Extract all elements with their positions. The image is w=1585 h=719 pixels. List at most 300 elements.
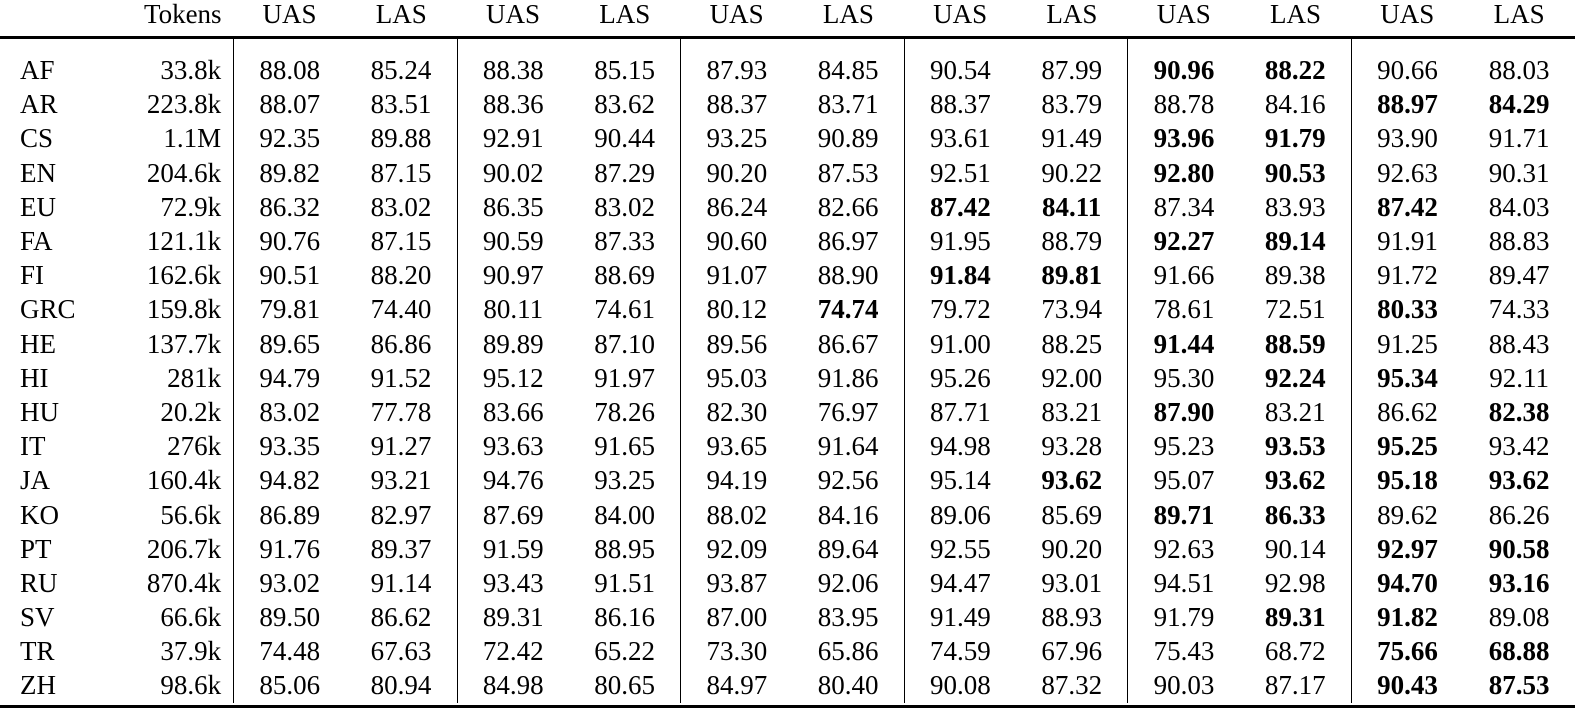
- language-cell: HU: [20, 396, 59, 427]
- table-header: [0, 0, 1575, 38]
- las-cell: 92.56: [817, 465, 879, 496]
- uas-cell: 90.96: [1128, 38, 1240, 88]
- tokens-cell: 98.6k: [160, 670, 222, 701]
- las-cell: 87.29: [594, 157, 655, 188]
- uas-cell: 88.08: [234, 38, 346, 88]
- table-row: [0, 258, 1575, 292]
- tokens-cell: 72.9k: [160, 191, 222, 222]
- uas-cell: 88.97: [1351, 87, 1463, 121]
- tokens-cell: 159.8k: [146, 294, 222, 325]
- uas-cell: 91.82: [1351, 600, 1463, 634]
- las-cell: 88.69: [594, 260, 655, 291]
- las-cell: 88.59: [1264, 328, 1326, 359]
- las-cell: 93.53: [1264, 431, 1326, 462]
- uas-cell: 80.12: [681, 292, 793, 326]
- uas-cell: 91.66: [1128, 258, 1240, 292]
- las-cell: 88.79: [1041, 226, 1103, 257]
- las-cell: 91.65: [594, 431, 655, 462]
- tokens-cell: 33.8k: [160, 55, 222, 86]
- las-cell: 89.64: [817, 533, 879, 564]
- uas-cell: 89.62: [1351, 497, 1463, 531]
- las-cell: 91.79: [1264, 123, 1326, 154]
- uas-cell: 91.00: [904, 327, 1016, 361]
- las-cell: 84.29: [1488, 89, 1550, 120]
- uas-cell: 91.84: [904, 258, 1016, 292]
- uas-cell: 90.54: [904, 38, 1016, 88]
- table-row: [0, 190, 1575, 224]
- uas-cell: 94.98: [904, 429, 1016, 463]
- uas-cell: 79.72: [904, 292, 1016, 326]
- las-cell: 88.20: [370, 260, 432, 291]
- las-cell: 87.53: [1488, 670, 1550, 701]
- header-metric: UAS: [262, 0, 317, 29]
- las-cell: 84.16: [1264, 89, 1326, 120]
- uas-cell: 86.89: [234, 497, 346, 531]
- las-cell: 65.86: [817, 636, 879, 667]
- las-cell: 88.25: [1041, 328, 1103, 359]
- table-row: [0, 566, 1575, 600]
- uas-cell: 89.82: [234, 156, 346, 190]
- uas-cell: 91.91: [1351, 224, 1463, 258]
- uas-cell: 91.25: [1351, 327, 1463, 361]
- uas-cell: 87.90: [1128, 395, 1240, 429]
- uas-cell: 92.51: [904, 156, 1016, 190]
- language-cell: TR: [20, 636, 55, 667]
- language-cell: AR: [20, 89, 58, 120]
- uas-cell: 94.47: [904, 566, 1016, 600]
- las-cell: 82.97: [370, 499, 432, 530]
- las-cell: 92.00: [1041, 362, 1103, 393]
- language-cell: EU: [20, 191, 56, 222]
- las-cell: 84.11: [1042, 191, 1102, 222]
- header-metric: LAS: [375, 0, 427, 29]
- las-cell: 83.21: [1264, 396, 1326, 427]
- las-cell: 74.61: [594, 294, 655, 325]
- las-cell: 87.53: [817, 157, 879, 188]
- las-cell: 92.98: [1264, 567, 1326, 598]
- las-cell: 91.51: [594, 567, 655, 598]
- header-metric: LAS: [822, 0, 874, 29]
- uas-cell: 89.50: [234, 600, 346, 634]
- language-cell: SV: [20, 602, 55, 633]
- uas-cell: 93.87: [681, 566, 793, 600]
- uas-cell: 95.03: [681, 361, 793, 395]
- header-tokens: Tokens: [143, 0, 222, 29]
- uas-cell: 95.23: [1128, 429, 1240, 463]
- las-cell: 87.15: [370, 157, 432, 188]
- uas-cell: 95.12: [457, 361, 569, 395]
- las-cell: 84.03: [1488, 191, 1550, 222]
- table-row: [0, 156, 1575, 190]
- las-cell: 89.14: [1264, 226, 1326, 257]
- uas-cell: 93.43: [457, 566, 569, 600]
- uas-cell: 95.30: [1128, 361, 1240, 395]
- las-cell: 88.83: [1488, 226, 1550, 257]
- table-row: [0, 38, 1575, 88]
- las-cell: 78.26: [594, 396, 655, 427]
- table-row: [0, 668, 1575, 702]
- las-cell: 83.95: [817, 602, 879, 633]
- language-cell: CS: [20, 123, 54, 154]
- tokens-cell: 204.6k: [146, 157, 222, 188]
- language-cell: FA: [20, 226, 53, 257]
- language-cell: RU: [20, 567, 58, 598]
- las-cell: 90.44: [594, 123, 655, 154]
- uas-cell: 84.97: [681, 668, 793, 702]
- uas-cell: 91.59: [457, 532, 569, 566]
- las-cell: 86.86: [370, 328, 432, 359]
- las-cell: 91.71: [1488, 123, 1550, 154]
- language-cell: JA: [20, 465, 51, 496]
- tokens-cell: 281k: [167, 362, 222, 393]
- header-metric: UAS: [1156, 0, 1211, 29]
- uas-cell: 94.51: [1128, 566, 1240, 600]
- table-row: [0, 395, 1575, 429]
- uas-cell: 83.02: [234, 395, 346, 429]
- tokens-cell: 223.8k: [146, 89, 222, 120]
- tokens-cell: 162.6k: [146, 260, 222, 291]
- las-cell: 90.20: [1041, 533, 1103, 564]
- las-cell: 89.08: [1488, 602, 1550, 633]
- uas-cell: 90.76: [234, 224, 346, 258]
- uas-cell: 94.19: [681, 463, 793, 497]
- header-metric: LAS: [599, 0, 651, 29]
- las-cell: 80.65: [594, 670, 655, 701]
- uas-cell: 93.35: [234, 429, 346, 463]
- las-cell: 83.79: [1041, 89, 1103, 120]
- language-cell: IT: [20, 431, 46, 462]
- uas-cell: 78.61: [1128, 292, 1240, 326]
- uas-cell: 87.71: [904, 395, 1016, 429]
- uas-cell: 85.06: [234, 668, 346, 702]
- las-cell: 72.51: [1264, 294, 1326, 325]
- las-cell: 85.69: [1041, 499, 1103, 530]
- uas-cell: 87.42: [1351, 190, 1463, 224]
- uas-cell: 88.36: [457, 87, 569, 121]
- table-row: [0, 327, 1575, 361]
- las-cell: 67.96: [1041, 636, 1103, 667]
- language-cell: HE: [20, 328, 56, 359]
- uas-cell: 91.49: [904, 600, 1016, 634]
- uas-cell: 90.43: [1351, 668, 1463, 702]
- las-cell: 90.89: [817, 123, 879, 154]
- uas-cell: 89.65: [234, 327, 346, 361]
- header-metric: LAS: [1493, 0, 1545, 29]
- table-row: [0, 361, 1575, 395]
- las-cell: 86.16: [594, 602, 655, 633]
- las-cell: 88.03: [1488, 55, 1550, 86]
- language-cell: AF: [20, 55, 55, 86]
- las-cell: 84.85: [817, 55, 879, 86]
- uas-cell: 79.81: [234, 292, 346, 326]
- las-cell: 68.88: [1488, 636, 1550, 667]
- las-cell: 90.53: [1264, 157, 1326, 188]
- tokens-cell: 1.1M: [163, 123, 222, 154]
- header-language: [0, 0, 120, 38]
- tokens-cell: 206.7k: [146, 533, 222, 564]
- table-row: [0, 429, 1575, 463]
- uas-cell: 87.69: [457, 497, 569, 531]
- las-cell: 85.15: [594, 55, 655, 86]
- las-cell: 84.00: [594, 499, 655, 530]
- table-row: [0, 497, 1575, 531]
- uas-cell: 92.55: [904, 532, 1016, 566]
- uas-cell: 93.25: [681, 121, 793, 155]
- uas-cell: 93.96: [1128, 121, 1240, 155]
- header-metric: UAS: [933, 0, 988, 29]
- las-cell: 83.51: [370, 89, 432, 120]
- uas-cell: 80.33: [1351, 292, 1463, 326]
- uas-cell: 92.97: [1351, 532, 1463, 566]
- las-cell: 87.15: [370, 226, 432, 257]
- uas-cell: 91.07: [681, 258, 793, 292]
- table-row: [0, 600, 1575, 634]
- las-cell: 90.14: [1264, 533, 1326, 564]
- uas-cell: 89.56: [681, 327, 793, 361]
- uas-cell: 88.07: [234, 87, 346, 121]
- uas-cell: 83.66: [457, 395, 569, 429]
- las-cell: 89.81: [1041, 260, 1103, 291]
- las-cell: 91.49: [1041, 123, 1103, 154]
- las-cell: 65.22: [594, 636, 655, 667]
- uas-cell: 95.14: [904, 463, 1016, 497]
- uas-cell: 72.42: [457, 634, 569, 668]
- uas-cell: 95.34: [1351, 361, 1463, 395]
- tokens-cell: 56.6k: [160, 499, 222, 530]
- las-cell: 93.62: [1488, 465, 1550, 496]
- uas-cell: 86.62: [1351, 395, 1463, 429]
- las-cell: 91.86: [817, 362, 879, 393]
- uas-cell: 93.65: [681, 429, 793, 463]
- las-cell: 83.02: [370, 191, 432, 222]
- las-cell: 87.99: [1041, 55, 1103, 86]
- las-cell: 93.62: [1041, 465, 1103, 496]
- uas-cell: 89.71: [1128, 497, 1240, 531]
- uas-cell: 90.02: [457, 156, 569, 190]
- uas-cell: 87.42: [904, 190, 1016, 224]
- uas-cell: 89.31: [457, 600, 569, 634]
- las-cell: 89.38: [1264, 260, 1326, 291]
- uas-cell: 90.51: [234, 258, 346, 292]
- table-row: [0, 87, 1575, 121]
- header-metric: UAS: [486, 0, 541, 29]
- las-cell: 92.24: [1264, 362, 1326, 393]
- las-cell: 86.26: [1488, 499, 1550, 530]
- uas-cell: 88.78: [1128, 87, 1240, 121]
- uas-cell: 95.07: [1128, 463, 1240, 497]
- las-cell: 89.88: [370, 123, 432, 154]
- table-body: [0, 38, 1575, 703]
- uas-cell: 92.35: [234, 121, 346, 155]
- las-cell: 74.40: [370, 294, 432, 325]
- las-cell: 68.72: [1264, 636, 1326, 667]
- uas-cell: 89.06: [904, 497, 1016, 531]
- uas-cell: 87.93: [681, 38, 793, 88]
- uas-cell: 88.37: [904, 87, 1016, 121]
- las-cell: 84.16: [817, 499, 879, 530]
- tokens-cell: 870.4k: [146, 567, 222, 598]
- uas-cell: 95.18: [1351, 463, 1463, 497]
- bottom-rule: [0, 705, 1575, 708]
- las-cell: 93.42: [1488, 431, 1550, 462]
- language-cell: FI: [20, 260, 45, 291]
- las-cell: 83.02: [594, 191, 655, 222]
- uas-cell: 88.02: [681, 497, 793, 531]
- uas-cell: 75.66: [1351, 634, 1463, 668]
- las-cell: 67.63: [370, 636, 432, 667]
- uas-cell: 73.30: [681, 634, 793, 668]
- uas-cell: 94.70: [1351, 566, 1463, 600]
- las-cell: 91.97: [594, 362, 655, 393]
- tokens-cell: 137.7k: [146, 328, 222, 359]
- language-cell: KO: [20, 499, 59, 530]
- uas-cell: 87.00: [681, 600, 793, 634]
- uas-cell: 90.03: [1128, 668, 1240, 702]
- las-cell: 90.22: [1041, 157, 1103, 188]
- las-cell: 90.31: [1488, 157, 1550, 188]
- las-cell: 92.06: [817, 567, 879, 598]
- uas-cell: 94.82: [234, 463, 346, 497]
- header-metric: UAS: [709, 0, 764, 29]
- las-cell: 93.21: [370, 465, 432, 496]
- las-cell: 83.71: [817, 89, 879, 120]
- las-cell: 83.21: [1041, 396, 1103, 427]
- uas-cell: 75.43: [1128, 634, 1240, 668]
- table-row: [0, 532, 1575, 566]
- uas-cell: 92.09: [681, 532, 793, 566]
- tokens-cell: 66.6k: [160, 602, 222, 633]
- language-cell: ZH: [20, 670, 56, 701]
- las-cell: 74.74: [817, 294, 879, 325]
- las-cell: 83.93: [1264, 191, 1326, 222]
- las-cell: 93.01: [1041, 567, 1103, 598]
- uas-cell: 87.34: [1128, 190, 1240, 224]
- las-cell: 91.64: [817, 431, 879, 462]
- las-cell: 87.33: [594, 226, 655, 257]
- uas-cell: 93.61: [904, 121, 1016, 155]
- tokens-cell: 160.4k: [146, 465, 222, 496]
- las-cell: 88.93: [1041, 602, 1103, 633]
- uas-cell: 92.80: [1128, 156, 1240, 190]
- las-cell: 86.33: [1264, 499, 1326, 530]
- uas-cell: 91.72: [1351, 258, 1463, 292]
- language-cell: EN: [20, 157, 56, 188]
- uas-cell: 91.44: [1128, 327, 1240, 361]
- uas-cell: 88.37: [681, 87, 793, 121]
- uas-cell: 90.20: [681, 156, 793, 190]
- uas-cell: 92.27: [1128, 224, 1240, 258]
- language-cell: HI: [20, 362, 49, 393]
- las-cell: 86.67: [817, 328, 879, 359]
- las-cell: 89.31: [1264, 602, 1326, 633]
- table-row: [0, 224, 1575, 258]
- las-cell: 86.97: [817, 226, 879, 257]
- las-cell: 89.37: [370, 533, 432, 564]
- uas-cell: 86.35: [457, 190, 569, 224]
- uas-cell: 90.08: [904, 668, 1016, 702]
- las-cell: 93.28: [1041, 431, 1103, 462]
- uas-cell: 90.97: [457, 258, 569, 292]
- uas-cell: 95.26: [904, 361, 1016, 395]
- las-cell: 93.62: [1264, 465, 1326, 496]
- uas-cell: 91.95: [904, 224, 1016, 258]
- uas-cell: 80.11: [457, 292, 569, 326]
- las-cell: 91.27: [370, 431, 432, 462]
- table-row: [0, 292, 1575, 326]
- header-metric: LAS: [1046, 0, 1098, 29]
- las-cell: 76.97: [817, 396, 879, 427]
- table-row: [0, 463, 1575, 497]
- las-cell: 77.78: [370, 396, 432, 427]
- las-cell: 85.24: [370, 55, 432, 86]
- las-cell: 91.52: [370, 362, 432, 393]
- uas-cell: 94.76: [457, 463, 569, 497]
- tokens-cell: 37.9k: [160, 636, 222, 667]
- uas-cell: 91.76: [234, 532, 346, 566]
- uas-cell: 84.98: [457, 668, 569, 702]
- header-metric: LAS: [1269, 0, 1321, 29]
- uas-cell: 90.60: [681, 224, 793, 258]
- uas-cell: 86.24: [681, 190, 793, 224]
- uas-cell: 88.38: [457, 38, 569, 88]
- las-cell: 83.62: [594, 89, 655, 120]
- uas-cell: 93.63: [457, 429, 569, 463]
- las-cell: 80.40: [817, 670, 879, 701]
- las-cell: 88.22: [1264, 55, 1326, 86]
- table-row: [0, 634, 1575, 668]
- las-cell: 87.32: [1041, 670, 1103, 701]
- language-cell: PT: [20, 533, 52, 564]
- las-cell: 91.14: [370, 567, 432, 598]
- las-cell: 82.66: [817, 191, 879, 222]
- uas-cell: 90.59: [457, 224, 569, 258]
- uas-cell: 92.63: [1351, 156, 1463, 190]
- las-cell: 86.62: [370, 602, 432, 633]
- las-cell: 88.43: [1488, 328, 1550, 359]
- uas-cell: 91.79: [1128, 600, 1240, 634]
- las-cell: 73.94: [1041, 294, 1103, 325]
- las-cell: 88.95: [594, 533, 655, 564]
- las-cell: 89.47: [1488, 260, 1550, 291]
- uas-cell: 74.48: [234, 634, 346, 668]
- uas-cell: 90.66: [1351, 38, 1463, 88]
- tokens-cell: 276k: [167, 431, 222, 462]
- las-cell: 90.58: [1488, 533, 1550, 564]
- las-cell: 92.11: [1489, 362, 1549, 393]
- uas-cell: 74.59: [904, 634, 1016, 668]
- las-cell: 87.10: [594, 328, 655, 359]
- table-row: [0, 121, 1575, 155]
- las-cell: 93.16: [1488, 567, 1550, 598]
- uas-cell: 86.32: [234, 190, 346, 224]
- las-cell: 80.94: [370, 670, 432, 701]
- uas-cell: 94.79: [234, 361, 346, 395]
- las-cell: 88.90: [817, 260, 879, 291]
- tokens-cell: 121.1k: [146, 226, 222, 257]
- uas-cell: 92.63: [1128, 532, 1240, 566]
- uas-cell: 93.02: [234, 566, 346, 600]
- uas-cell: 95.25: [1351, 429, 1463, 463]
- header-metric: UAS: [1380, 0, 1435, 29]
- las-cell: 82.38: [1488, 396, 1550, 427]
- uas-cell: 92.91: [457, 121, 569, 155]
- las-cell: 87.17: [1264, 670, 1326, 701]
- las-cell: 93.25: [594, 465, 655, 496]
- las-cell: 74.33: [1488, 294, 1550, 325]
- tokens-cell: 20.2k: [160, 396, 222, 427]
- language-cell: GRC: [20, 294, 76, 325]
- uas-cell: 89.89: [457, 327, 569, 361]
